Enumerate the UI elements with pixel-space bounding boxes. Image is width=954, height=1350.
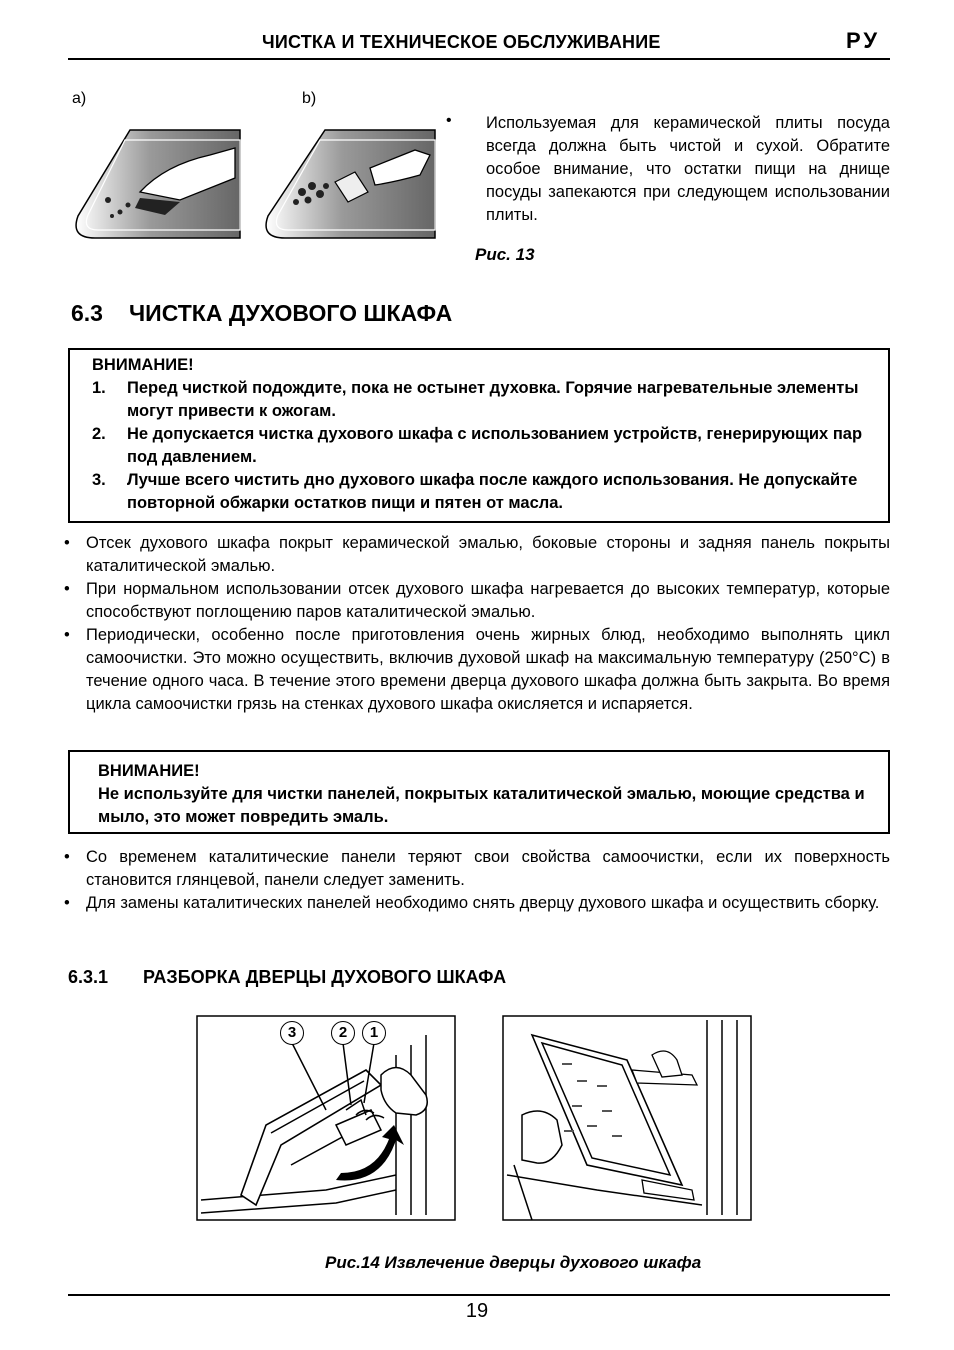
warning-box [68, 750, 890, 834]
figure-label-b: b) [302, 90, 317, 107]
header-title: ЧИСТКА И ТЕХНИЧЕСКОЕ ОБСЛУЖИВАНИЕ [262, 32, 661, 52]
list-item [64, 892, 890, 915]
door-removal-illustration [502, 1015, 752, 1221]
bullet-marker: • [446, 112, 452, 129]
bullet-marker: • [64, 580, 70, 598]
warning-item [92, 377, 878, 423]
warning-text: Не используйте для чистки панелей, покрытых каталитической эмалью, моющие средства и мыло, это может повредить эмаль. [98, 785, 865, 826]
warning-title: ВНИМАНИЕ! [92, 356, 194, 374]
figure-label-a: a) [72, 90, 87, 107]
figure-14-caption: Рис.14 Извлечение дверцы духового шкафа [325, 1253, 702, 1272]
section-heading [71, 300, 452, 327]
bullet-marker: • [64, 848, 70, 866]
list-item [64, 846, 890, 892]
bullet-marker: • [64, 534, 70, 552]
callout-3: 3 [280, 1021, 304, 1045]
list-item-text: Отсек духового шкафа покрыт керамической эмалью, боковые стороны и задняя панель покрыты каталитической эмалью. [86, 534, 890, 575]
footer-rule [68, 1294, 890, 1296]
callout-2: 2 [331, 1021, 355, 1045]
callout-1: 1 [362, 1021, 386, 1045]
list-item [64, 532, 890, 578]
list-item-text: Со временем каталитические панели теряют свои свойства самоочистки, если их поверхность становится глянцевой, панели следует заменить. [86, 848, 890, 889]
section-title: ЧИСТКА ДУХОВОГО ШКАФА [129, 300, 453, 326]
subsection-title: РАЗБОРКА ДВЕРЦЫ ДУХОВОГО ШКАФА [143, 967, 507, 987]
subsection-heading [68, 967, 506, 988]
bullet-marker: • [64, 626, 70, 644]
warning-item-text: Лучше всего чистить дно духового шкафа после каждого использования. Не допускайте повторной обжарки остатков пищи и пятен от масла. [127, 471, 858, 512]
list-item-text: При нормальном использовании отсек духового шкафа нагревается до высоких температур, которые способствуют поглощению паров каталитической эмалью. [86, 580, 890, 621]
subsection-number: 6.3.1 [68, 967, 109, 987]
list-item-text: Периодически, особенно после приготовления очень жирных блюд, необходимо выполнять цикл самоочистки. Это можно осуществить, включив духовой шкаф на максимальную температуру (250°С) в течение одного часа. В течение этого времени дверца духового шкафа должна быть закрыта. Во время цикла самоочистки грязь на стенках духового шкафа окисляется и испаряется. [86, 626, 890, 713]
cookware-note: Используемая для керамической плиты посуда всегда должна быть чистой и сухой. Обратите особое внимание, что остатки пищи на днище посуды запекаются при следующем использовании плиты. [486, 114, 890, 224]
header-rule [68, 58, 890, 60]
bullet-list [64, 846, 890, 915]
warning-item-text: Перед чисткой подождите, пока не остынет духовка. Горячие нагревательные элементы могут привести к ожогам. [127, 379, 859, 420]
warning-item [92, 423, 878, 469]
door-hinge-illustration [196, 1015, 456, 1221]
warning-item [92, 469, 878, 515]
bullet-list [64, 532, 890, 716]
warning-item-number: 3. [92, 471, 106, 489]
page-number: 19 [465, 1300, 489, 1322]
warning-item-number: 2. [92, 425, 106, 443]
language-code: РУ [846, 28, 881, 53]
section-number: 6.3 [71, 300, 103, 326]
list-item [64, 624, 890, 716]
list-item [64, 578, 890, 624]
cookware-cleaning-illustration [70, 120, 450, 245]
figure-13-caption: Рис. 13 [475, 245, 535, 264]
warning-title: ВНИМАНИЕ! [98, 762, 200, 780]
warning-item-number: 1. [92, 379, 106, 397]
warning-item-text: Не допускается чистка духового шкафа с использованием устройств, генерирующих пар под давлением. [127, 425, 863, 466]
bullet-marker: • [64, 894, 70, 912]
list-item-text: Для замены каталитических панелей необходимо снять дверцу духового шкафа и осуществить сборку. [86, 894, 880, 912]
warning-box [68, 348, 890, 523]
